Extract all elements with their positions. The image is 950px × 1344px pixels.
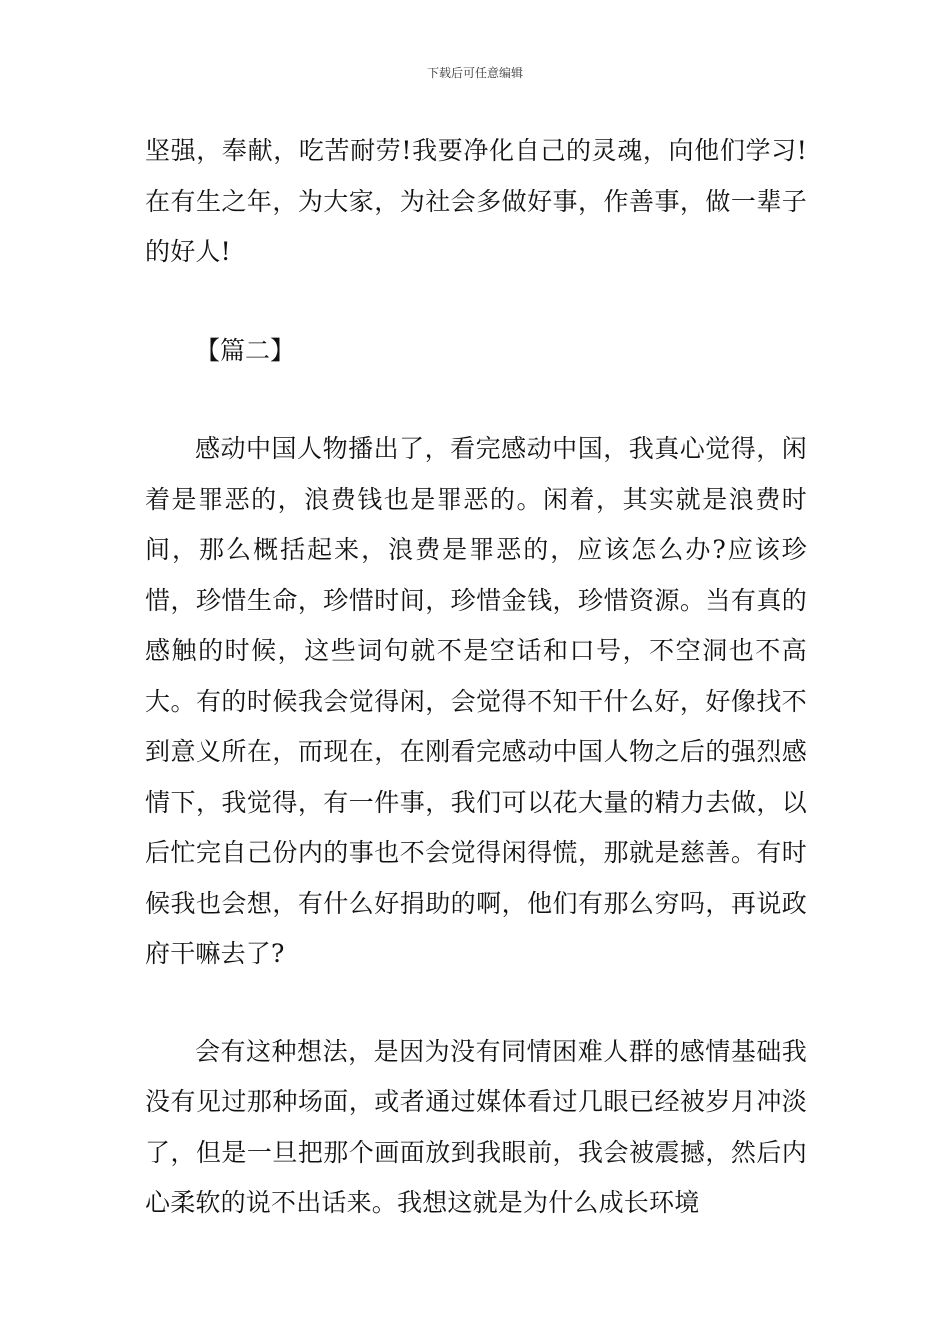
- paragraph-next: 会有这种想法，是因为没有同情困难人群的感情基础我没有见过那种场面，或者通过媒体看过几眼已经被岁月冲淡了，但是一旦把那个画面放到我眼前，我会被震撼，然后内心柔软的说不出话来。我想这就是为什么成长环境: [145, 1036, 807, 1217]
- page-header-note: 下载后可任意编辑: [426, 66, 523, 80]
- section-title: 【篇二】: [195, 335, 296, 365]
- document-body: [145, 126, 807, 1229]
- paragraph-main: 感动中国人物播出了，看完感动中国，我真心觉得，闲着是罪恶的，浪费钱也是罪恶的。闲着，其实就是浪费时间，那么概括起来，浪费是罪恶的，应该怎么办?应该珍惜，珍惜生命，珍惜时间，珍惜金钱，珍惜资源。当有真的感触的时候，这些词句就不是空话和口号，不空洞也不高大。有的时候我会觉得闲，会觉得不知干什么好，好像找不到意义所在，而现在，在刚看完感动中国人物之后的强烈感情下，我觉得，有一件事，我们可以花大量的精力去做，以后忙完自己份内的事也不会觉得闲得慌，那就是慈善。有时候我也会想，有什么好捐助的啊，他们有那么穷吗，再说政府干嘛去了?: [145, 434, 807, 968]
- paragraph-continuation: 坚强，奉献，吃苦耐劳!我要净化自己的灵魂，向他们学习!在有生之年，为大家，为社会多做好事，作善事，做一辈子的好人!: [145, 136, 807, 266]
